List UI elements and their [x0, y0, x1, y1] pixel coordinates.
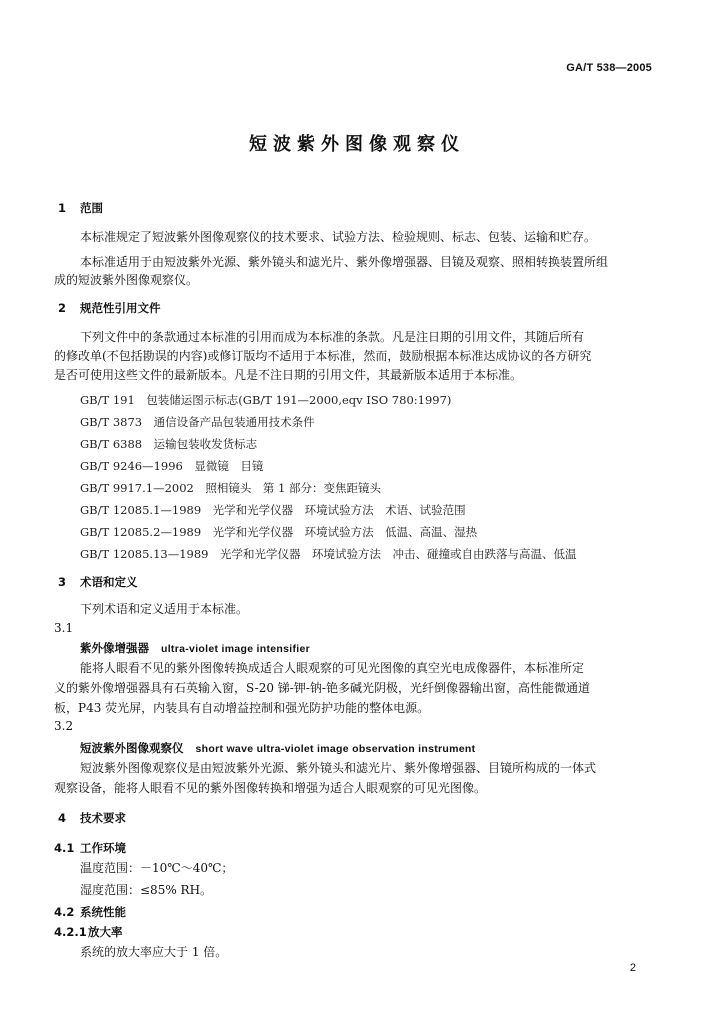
- section-1-paragraph-2a: 本标准适用于由短波紫外光源、紫外镜头和滤光片、紫外像增强器、目镜及观察、照相转换装置所组: [80, 255, 609, 269]
- section-2-paragraph-a: 下列文件中的条款通过本标准的引用而成为本标准的条款。凡是注日期的引用文件，其随后所有: [80, 330, 585, 344]
- section-2-paragraph-c: 是否可使用这些文件的最新版本。凡是不注日期的引用文件，其最新版本适用于本标准。: [54, 368, 523, 382]
- reference-item: GB/T 6388 运输包装收发货标志: [80, 437, 258, 451]
- term-3-2-definition-1: 短波紫外图像观察仪是由短波紫外光源、紫外镜头和滤光片、紫外像增强器、目镜所构成的一体式: [80, 761, 597, 775]
- reference-item: GB/T 12085.2—1989 光学和光学仪器 环境试验方法 低温、高温、湿热: [80, 525, 478, 539]
- term-3-2-number: 3.2: [54, 719, 74, 733]
- reference-item: GB/T 9917.1—2002 照相镜头 第 1 部分：变焦距镜头: [80, 481, 381, 495]
- reference-item: GB/T 9246—1996 显微镜 目镜: [80, 459, 264, 473]
- humidity-range: 湿度范围：≤85% RH。: [80, 883, 213, 897]
- section-4-heading: 4 技术要求: [58, 811, 126, 825]
- section-4-1-heading: 4.1 工作环境: [54, 841, 126, 855]
- section-1-heading: 1 范围: [58, 201, 103, 215]
- term-3-1-number: 3.1: [54, 621, 74, 635]
- section-2-paragraph-b: 的修改单(不包括勘误的内容)或修订版均不适用于本标准，然而，鼓励根据本标准达成协议的各方研究: [54, 349, 592, 363]
- term-3-1-definition-1: 能将人眼看不见的紫外图像转换成适合人眼观察的可见光图像的真空光电成像器件，本标准所定: [80, 661, 585, 675]
- section-3-intro: 下列术语和定义适用于本标准。: [80, 602, 249, 616]
- page-number: 2: [629, 962, 636, 974]
- section-3-heading: 3 术语和定义: [58, 575, 138, 589]
- section-4-2-1-heading: 4.2.1放大率: [54, 925, 123, 939]
- reference-item: GB/T 12085.1—1989 光学和光学仪器 环境试验方法 术语、试验范围: [80, 503, 466, 517]
- section-2-heading: 2 规范性引用文件: [58, 301, 161, 315]
- term-3-2-definition-2: 观察设备，能将人眼看不见的紫外图像转换和增强为适合人眼观察的可见光图像。: [54, 781, 487, 795]
- standard-code: GA/T 538—2005: [566, 62, 652, 74]
- reference-item: GB/T 3873 通信设备产品包装通用技术条件: [80, 415, 315, 429]
- term-3-2-title: 短波紫外图像观察仪 short wave ultra-violet image observation instrument: [80, 741, 476, 755]
- reference-item: GB/T 191 包装储运图示标志(GB/T 191—2000,eqv ISO 780:1997): [80, 393, 452, 407]
- section-1-paragraph-1: 本标准规定了短波紫外图像观察仪的技术要求、试验方法、检验规则、标志、包装、运输和贮存。: [80, 230, 597, 244]
- section-1-paragraph-2b: 成的短波紫外图像观察仪。: [54, 273, 199, 287]
- reference-item: GB/T 12085.13—1989 光学和光学仪器 环境试验方法 冲击、碰撞或自由跌落与高温、低温: [80, 547, 577, 561]
- section-4-2-heading: 4.2 系统性能: [54, 905, 126, 919]
- term-3-1-definition-2: 义的紫外像增强器具有石英输入窗，S-20 锑-钾-钠-铯多碱光阴极，光纤倒像器输出窗，高性能微通道: [54, 681, 590, 695]
- magnification-requirement: 系统的放大率应大于 1 倍。: [80, 945, 228, 959]
- temperature-range: 温度范围：－10℃～40℃；: [80, 861, 234, 875]
- document-title: 短波紫外图像观察仪: [249, 134, 465, 155]
- term-3-1-definition-3: 板，P43 荧光屏，内装具有自动增益控制和强光防护功能的整体电源。: [54, 701, 430, 715]
- term-3-1-title: 紫外像增强器 ultra-violet image intensifier: [80, 641, 311, 655]
